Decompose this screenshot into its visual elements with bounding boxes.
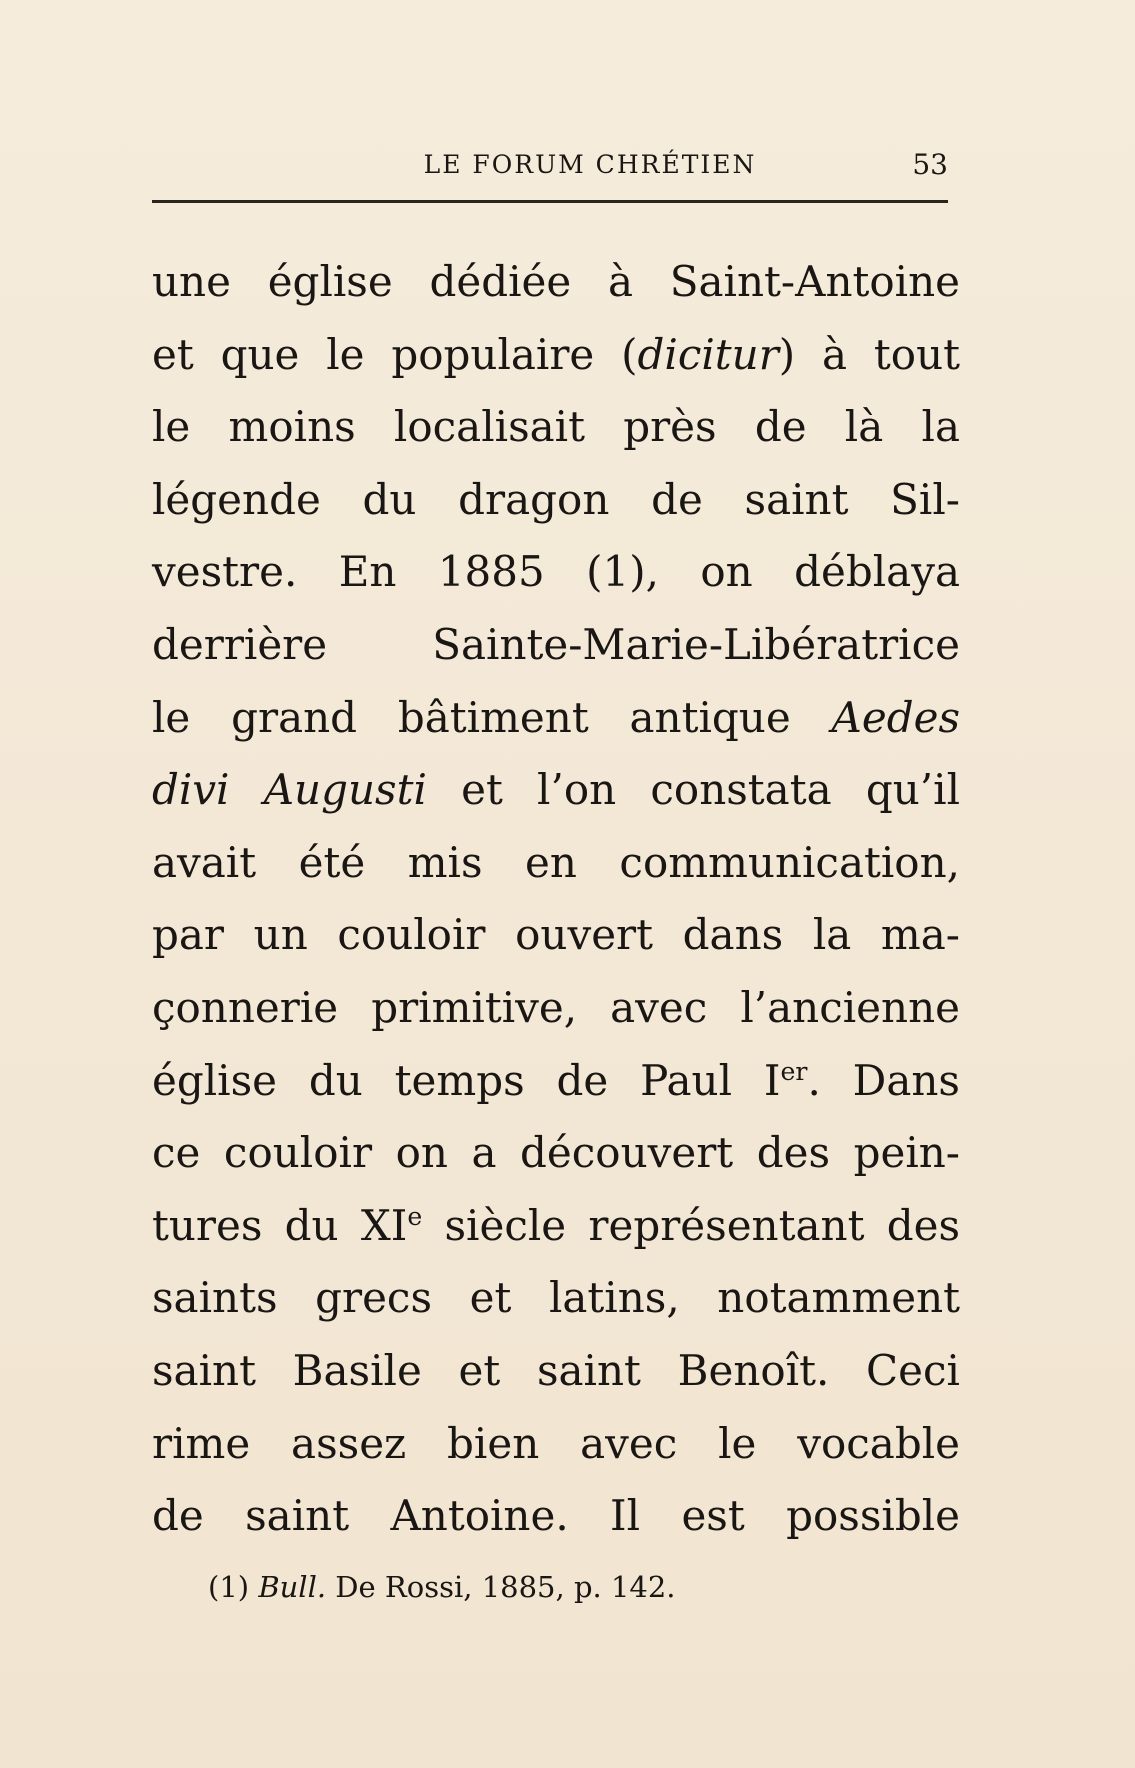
- text-line: tures du XIe siècle représentant des: [152, 1200, 960, 1250]
- footnote: [208, 1570, 676, 1604]
- running-header: [152, 146, 948, 186]
- text-line: saint Basile et saint Benoît. Ceci: [152, 1345, 960, 1395]
- body-text: [152, 246, 960, 1553]
- text-line: légende du dragon de saint Sil-: [152, 474, 960, 524]
- footnote-marker: (1): [208, 1570, 250, 1604]
- page-number: 53: [912, 148, 948, 181]
- text-line: vestre. En 1885 (1), on déblaya: [152, 547, 960, 597]
- text-line: église du temps de Paul Ier. Dans: [152, 1055, 960, 1105]
- text-line: çonnerie primitive, avec l’ancienne: [152, 982, 960, 1032]
- text-line: ce couloir on a découvert des pein-: [152, 1128, 960, 1178]
- text-line: par un couloir ouvert dans la ma-: [152, 910, 960, 960]
- text-line: derrière Sainte-Marie-Libératrice: [152, 619, 960, 669]
- text-line: divi Augusti et l’on constata qu’il: [152, 765, 961, 815]
- text-line: le grand bâtiment antique Aedes: [152, 692, 960, 742]
- text-line: avait été mis en communication,: [152, 837, 960, 887]
- footnote-text: De Rossi, 1885, p. 142.: [335, 1570, 676, 1604]
- footnote-citation: Bull.: [258, 1570, 327, 1604]
- running-title: LE FORUM CHRÉTIEN: [423, 150, 757, 179]
- text-line: saints grecs et latins, notamment: [152, 1273, 960, 1323]
- text-line: de saint Antoine. Il est possible: [152, 1491, 960, 1541]
- text-line: et que le populaire (dicitur) à tout: [152, 329, 960, 379]
- text-line: rime assez bien avec le vocable: [152, 1418, 960, 1468]
- text-line: le moins localisait près de là la: [152, 402, 960, 452]
- text-line: une église dédiée à Saint-Antoine: [152, 257, 960, 306]
- header-rule: [152, 200, 948, 203]
